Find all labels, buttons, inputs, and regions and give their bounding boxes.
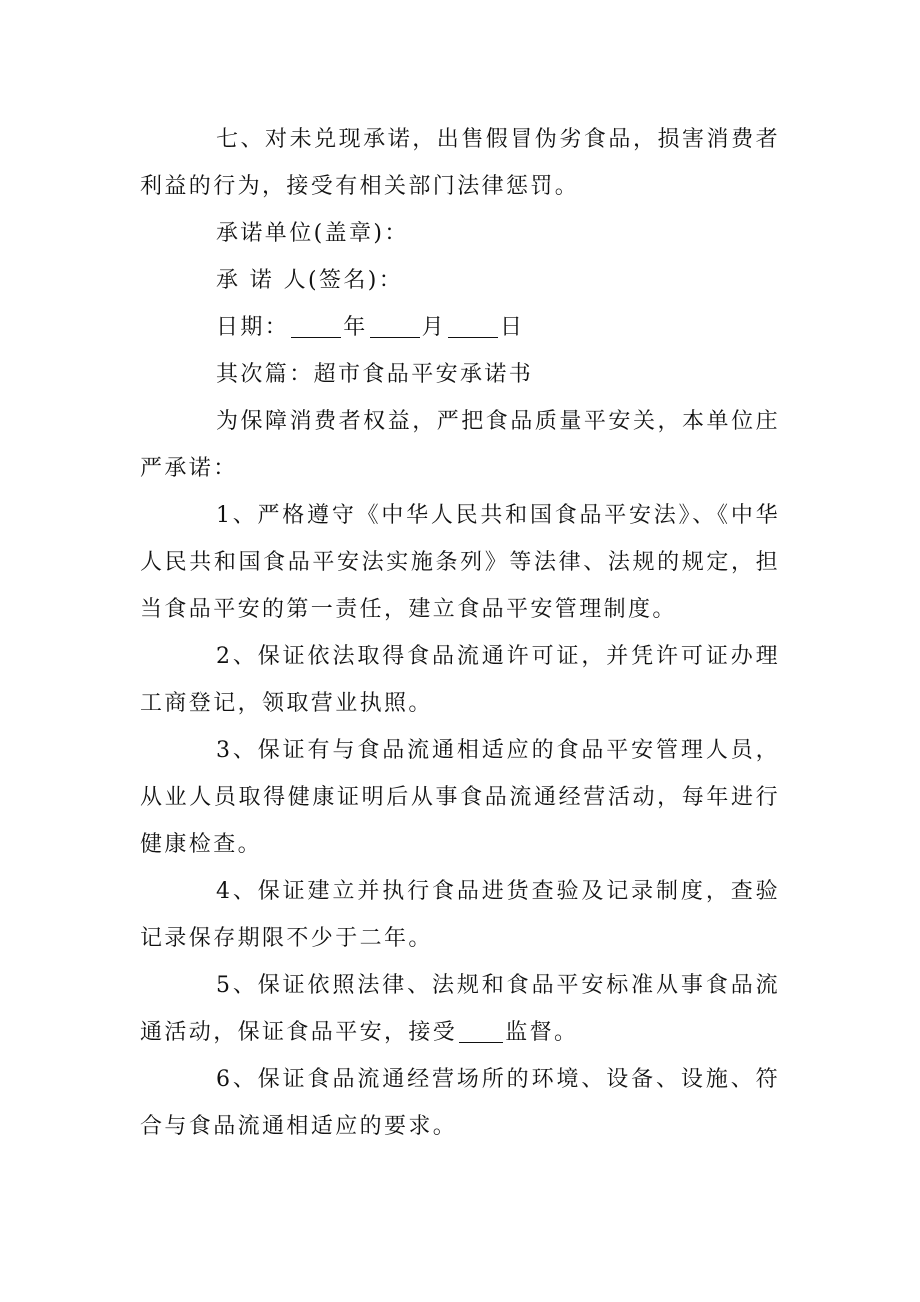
item-2: 2、保证依法取得食品流通许可证，并凭许可证办理工商登记，领取营业执照。 [140,644,780,716]
month-label: 月 [421,315,447,340]
item-5 [140,962,780,1056]
supervision-blank [459,1020,503,1043]
paragraph-7: 七、对未兑现承诺，出售假冒伪劣食品，损害消费者利益的行为，接受有相关部门法律惩罚。 [140,127,780,199]
sign-person-line: 承 诺 人(签名)： [216,268,404,293]
day-blank [448,315,498,338]
item-3: 3、保证有与食品流通相适应的食品平安管理人员，从业人员取得健康证明后从事食品流通经营活动，每年进行健康检查。 [140,738,780,857]
item-4: 4、保证建立并执行食品进货查验及记录制度，查验记录保存期限不少于二年。 [140,879,780,951]
item-6: 6、保证食品流通经营场所的环境、设备、设施、符合与食品流通相适应的要求。 [140,1067,780,1139]
day-label: 日 [500,315,525,340]
item-5-text: 5、保证依照法律、法规和食品平安标准从事食品流通活动，保证食品平安，接受 [140,973,780,1045]
year-blank [291,315,341,338]
item-5-end: 监督。 [505,1020,579,1045]
document-body [140,116,780,1150]
month-blank [370,315,420,338]
sign-unit-line: 承诺单位(盖章)： [216,221,409,246]
section-title: 其次篇：超市食品平安承诺书 [216,362,534,387]
year-label: 年 [343,315,368,340]
date-label: 日期： [216,315,290,340]
item-1: 1、严格遵守《中华人民共和国食品平安法》、《中华人民共和国食品平安法实施条列》等法律、法规的规定，担当食品平安的第一责任，建立食品平安管理制度。 [140,503,780,622]
date-line [140,304,780,351]
intro-paragraph: 为保障消费者权益，严把食品质量平安关，本单位庄严承诺： [140,409,780,481]
